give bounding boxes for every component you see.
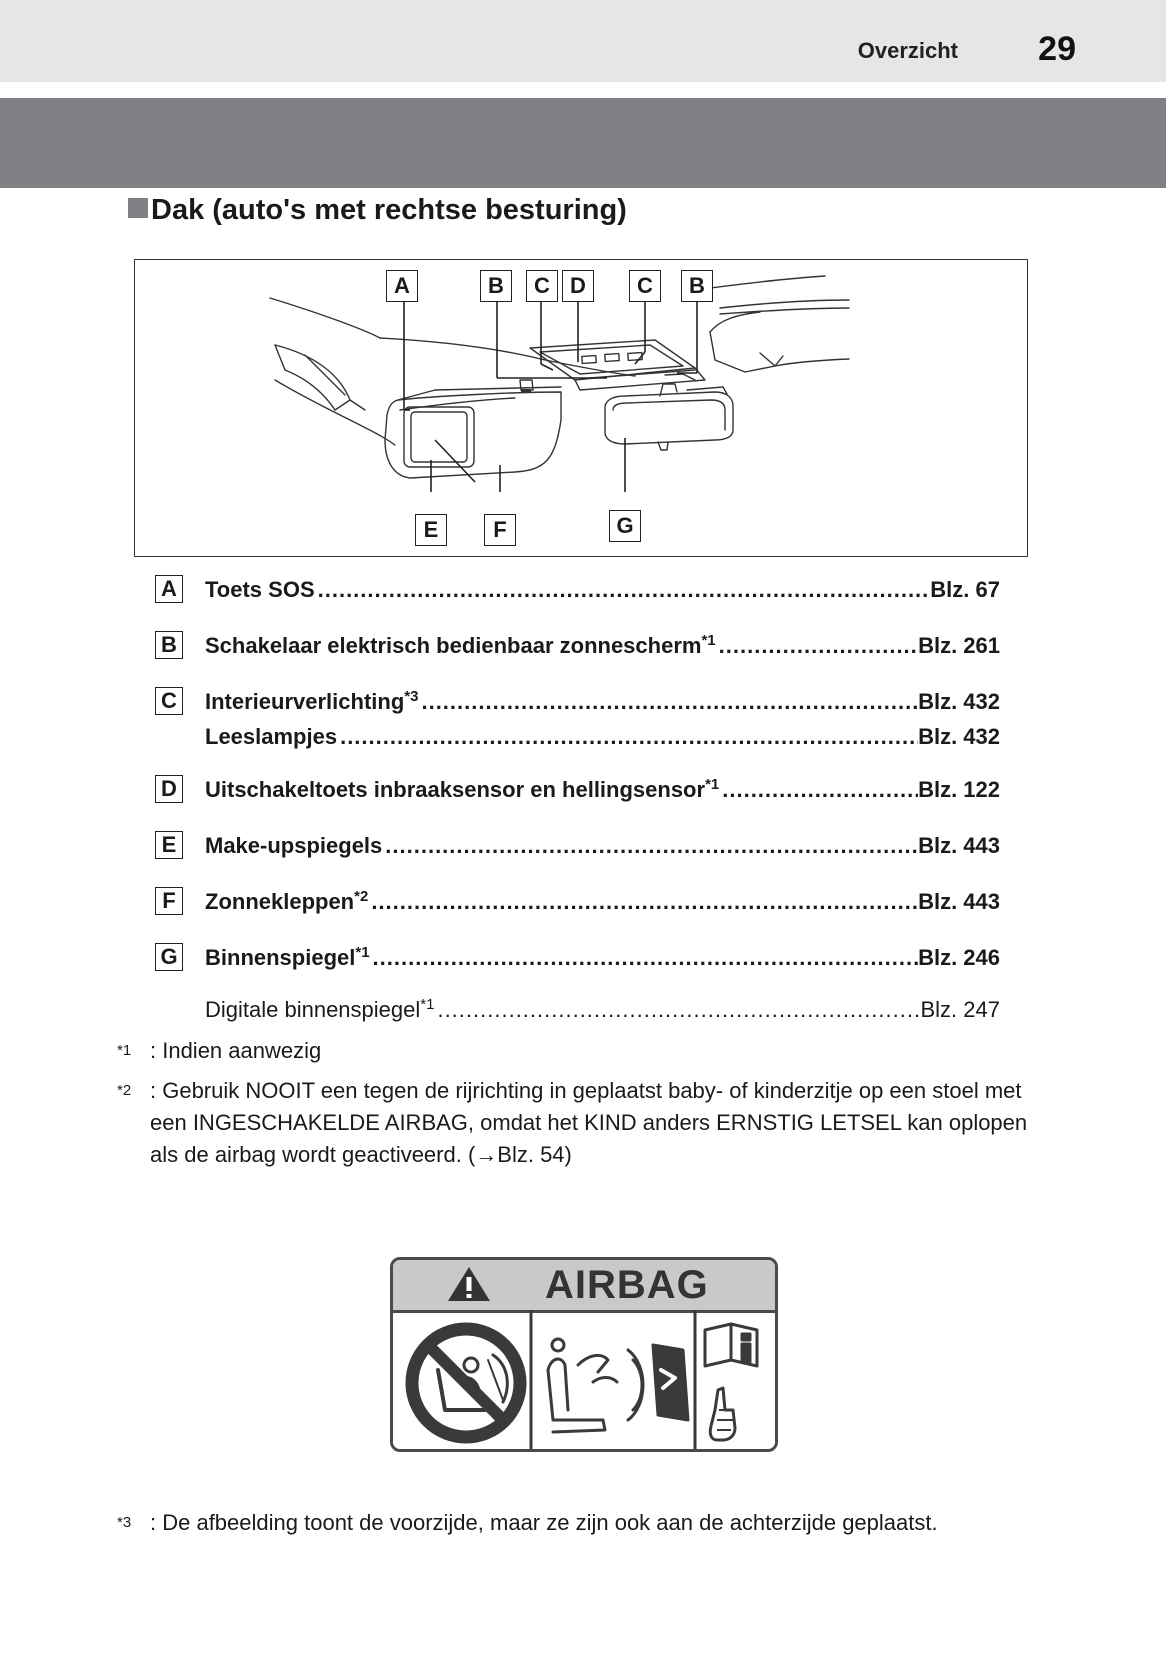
footnote-marker: *2 bbox=[117, 1082, 132, 1099]
entry-label: Interieurverlichting bbox=[205, 689, 405, 714]
entry-line bbox=[205, 577, 1000, 603]
roof-illustration bbox=[135, 260, 1027, 556]
entry-line bbox=[205, 945, 1000, 971]
entry-label: Digitale binnenspiegel bbox=[205, 997, 421, 1022]
airbag-label-header bbox=[393, 1260, 775, 1313]
callout-b-right: B bbox=[681, 270, 713, 302]
entry-letter: D bbox=[155, 775, 183, 803]
entry-letter: C bbox=[155, 687, 183, 715]
square-bullet-icon bbox=[128, 198, 148, 218]
entry-label: Uitschakeltoets inbraaksensor en hellingsensor bbox=[205, 777, 706, 802]
callout-c-right: C bbox=[629, 270, 661, 302]
entry-page-ref: Blz. 432 bbox=[918, 724, 1000, 749]
callout-b-left: B bbox=[480, 270, 512, 302]
entry-page-ref: Blz. 246 bbox=[918, 945, 1000, 970]
entry-label: Zonnekleppen bbox=[205, 889, 355, 914]
airbag-warning-label bbox=[390, 1257, 778, 1452]
entry-line bbox=[205, 777, 1000, 803]
entry-page-ref: Blz. 443 bbox=[918, 889, 1000, 914]
entry-page-ref: Blz. 443 bbox=[918, 833, 1000, 858]
footnote-text: : De afbeelding toont de voorzijde, maar ze zijn ook aan de achterzijde geplaatst. bbox=[150, 1510, 938, 1535]
entry-line bbox=[205, 724, 1000, 750]
entry-line bbox=[205, 633, 1000, 659]
entry-label: Leeslampjes bbox=[205, 724, 338, 749]
footnote-mark: *1 bbox=[420, 996, 435, 1013]
footnote-mark: *1 bbox=[705, 776, 720, 793]
airbag-label-pictograms bbox=[393, 1310, 775, 1450]
entry-page-ref: Blz. 247 bbox=[920, 997, 1000, 1022]
airbag-deploy-icon bbox=[548, 1339, 688, 1432]
footnote-mark: *1 bbox=[355, 944, 370, 961]
footnote-mark: *1 bbox=[701, 632, 716, 649]
entry-letter: F bbox=[155, 887, 183, 915]
footnote-text: : Gebruik NOOIT een tegen de rijrichting in geplaatst baby- of kinderzitje op een stoel met een INGESCHAKELDE AIRBAG, omdat het KIND anders ERNSTIG LETSEL kan oplopen als de airbag wordt geactiveerd. (→Blz. 54) bbox=[150, 1078, 1028, 1167]
callout-e: E bbox=[415, 514, 447, 546]
read-manual-icon bbox=[705, 1324, 757, 1440]
footnote-3 bbox=[117, 1507, 1047, 1539]
footnote-1 bbox=[117, 1035, 1047, 1067]
callout-g: G bbox=[609, 510, 641, 542]
entry-letter: A bbox=[155, 575, 183, 603]
footnotes bbox=[117, 1035, 1047, 1171]
callout-c-left: C bbox=[526, 270, 558, 302]
footnote-mark: *3 bbox=[404, 688, 419, 705]
entry-label: Make-upspiegels bbox=[205, 833, 383, 858]
entry-label: Schakelaar elektrisch bedienbaar zonnescherm bbox=[205, 633, 702, 658]
footnote-marker: *3 bbox=[117, 1514, 132, 1531]
entry-line bbox=[205, 833, 1000, 859]
entry-letter: E bbox=[155, 831, 183, 859]
entry-page-ref: Blz. 432 bbox=[918, 689, 1000, 714]
footnote-text: : Indien aanwezig bbox=[150, 1038, 322, 1063]
footnote-2 bbox=[117, 1075, 1047, 1171]
header-section-label: Overzicht bbox=[857, 38, 958, 63]
roof-figure bbox=[134, 259, 1028, 557]
chapter-band bbox=[0, 98, 1166, 188]
footnote-marker: *1 bbox=[117, 1042, 132, 1059]
airbag-label-title: AIRBAG bbox=[545, 1263, 709, 1307]
callout-f: F bbox=[484, 514, 516, 546]
entry-label: Toets SOS bbox=[205, 577, 315, 602]
entry-page-ref: Blz. 67 bbox=[930, 577, 1000, 602]
callout-d: D bbox=[562, 270, 594, 302]
entry-letter: G bbox=[155, 943, 183, 971]
entry-line bbox=[205, 889, 1000, 915]
callout-a: A bbox=[386, 270, 418, 302]
no-child-seat-icon bbox=[412, 1329, 520, 1437]
section-title bbox=[128, 194, 627, 227]
entry-label: Binnenspiegel bbox=[205, 945, 356, 970]
entry-page-ref: Blz. 261 bbox=[918, 633, 1000, 658]
entry-line bbox=[205, 689, 1000, 715]
entry-line bbox=[205, 997, 1000, 1023]
section-title-text: Dak (auto's met rechtse besturing) bbox=[151, 194, 627, 226]
entry-page-ref: Blz. 122 bbox=[918, 777, 1000, 802]
page-number: 29 bbox=[1038, 30, 1076, 68]
header-band bbox=[0, 0, 1166, 82]
warning-triangle-icon bbox=[445, 1264, 493, 1304]
footnote-mark: *2 bbox=[354, 888, 369, 905]
entry-letter: B bbox=[155, 631, 183, 659]
